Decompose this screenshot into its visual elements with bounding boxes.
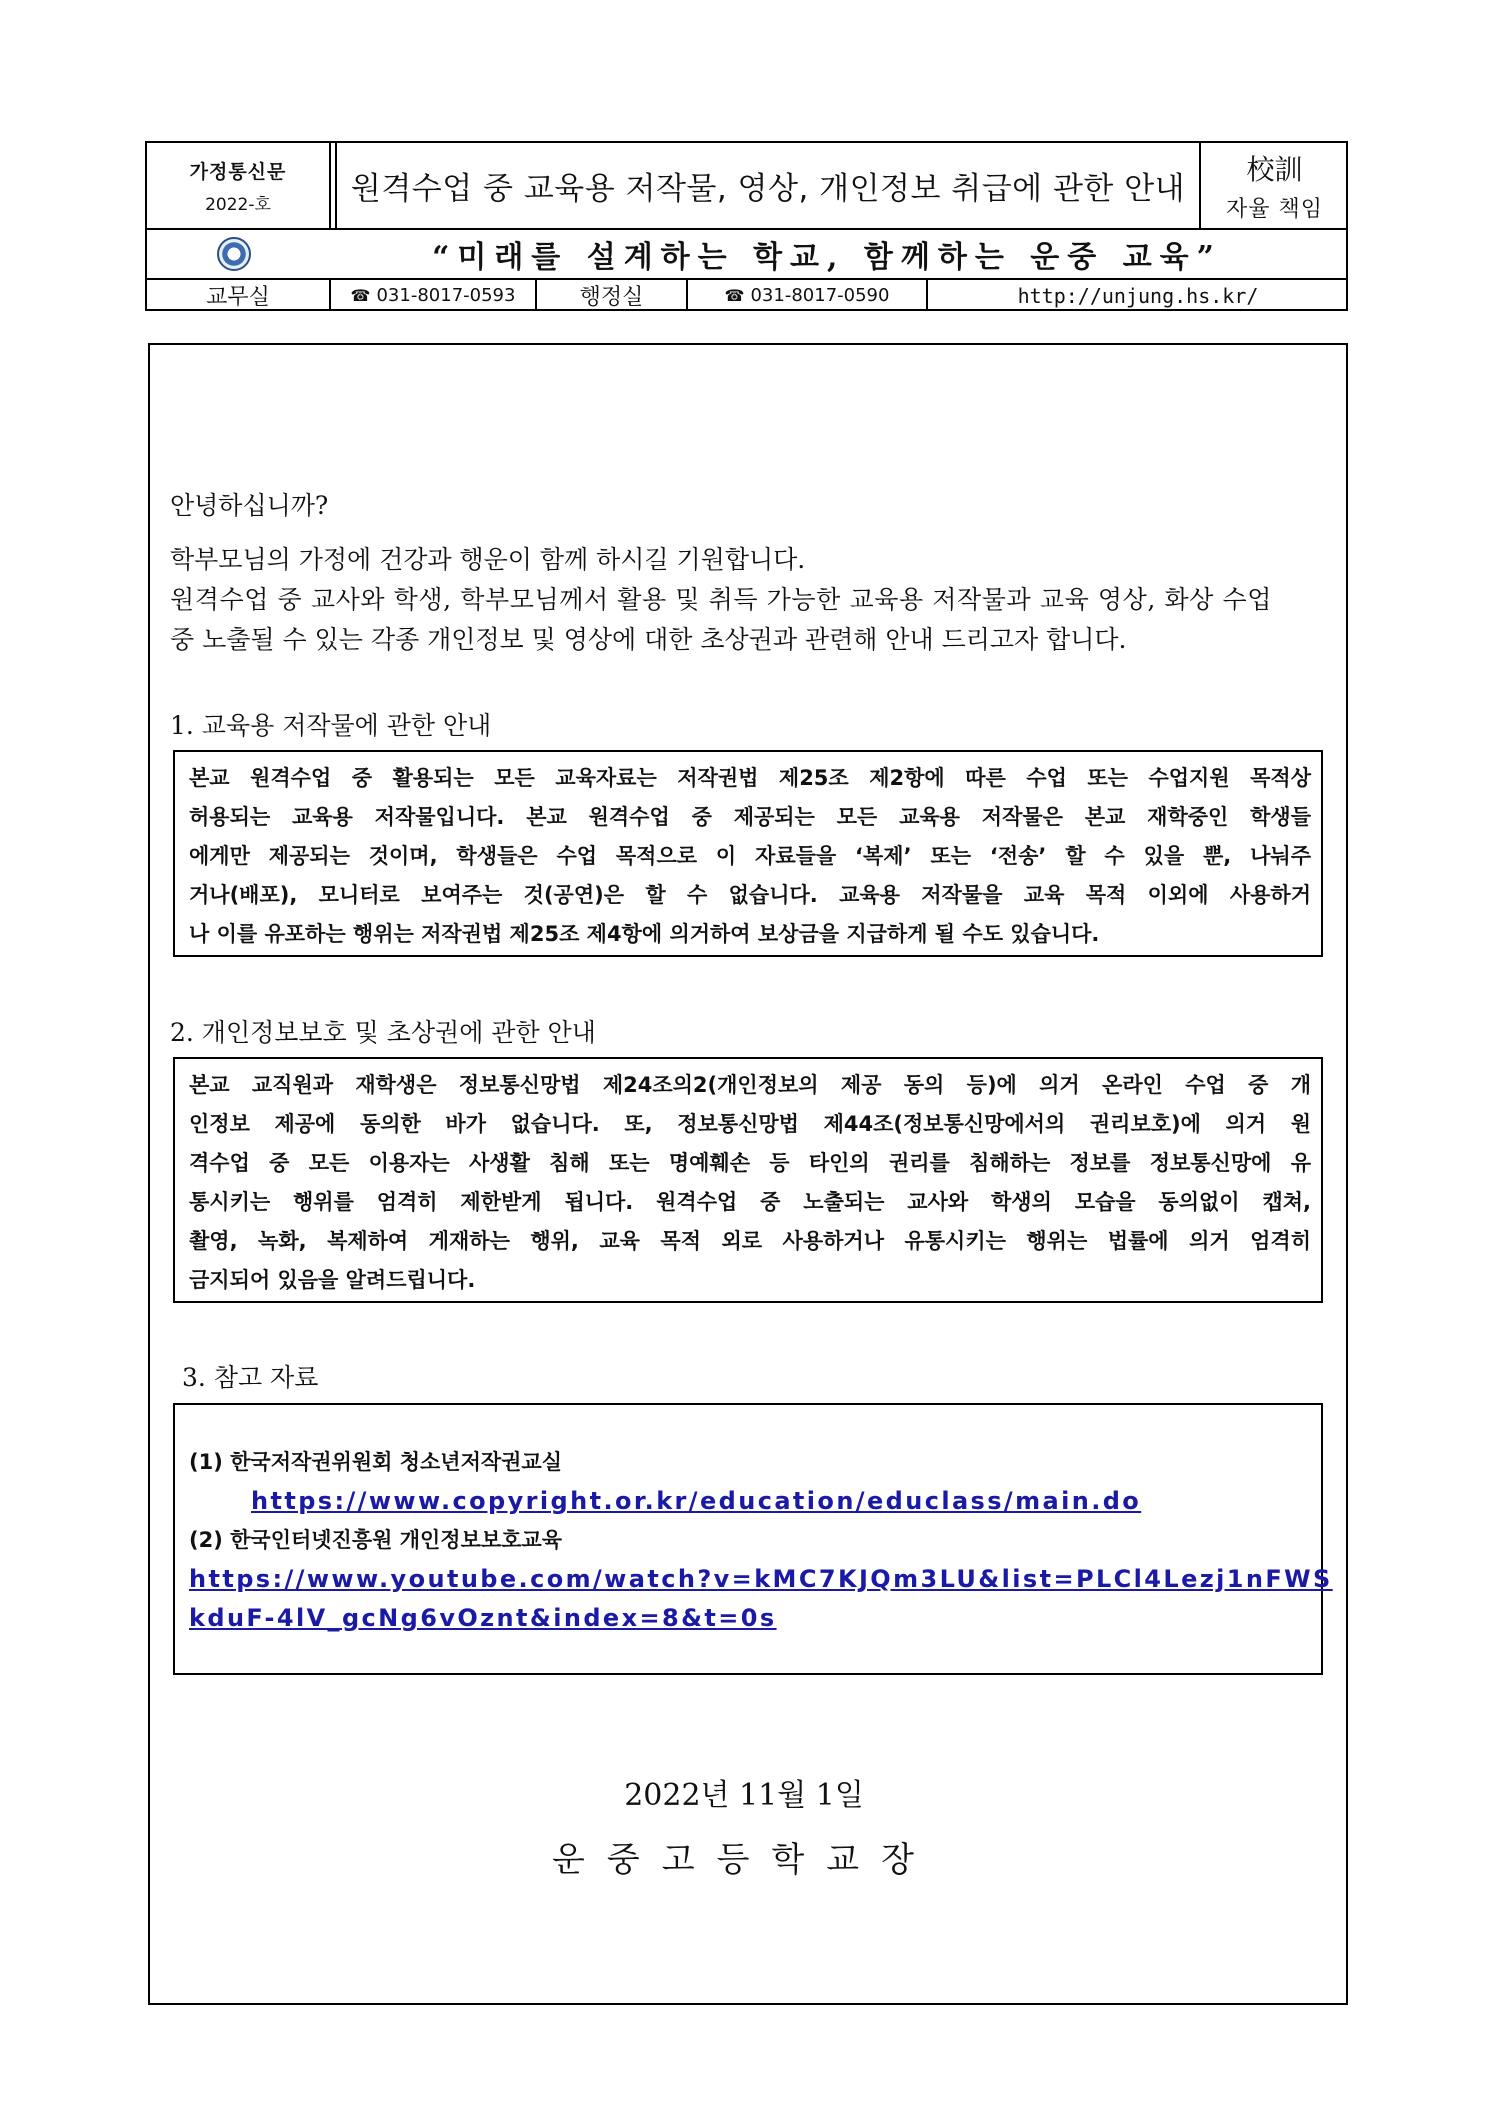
office1-label: 교무실 <box>147 280 331 311</box>
intro-line: 원격수업 중 교사와 학생, 학부모님께서 활용 및 취득 가능한 교육용 저작물과 교육 영상, 화상 수업 <box>170 585 1273 614</box>
notice-line: 촬영, 녹화, 복제하여 게재하는 행위, 교육 목적 외로 사용하거나 유통시키는 행위는 법률에 의거 엄격히 <box>189 1229 1311 1253</box>
motto-hanja: 校訓 <box>1246 153 1303 186</box>
newsletter-name: 가정통신문 <box>189 160 287 183</box>
school-emblem-icon <box>217 237 251 271</box>
copyright-notice-box <box>173 750 1323 957</box>
issue-date: 2022년 11월 1일 <box>624 1778 864 1813</box>
office2-phone: 031-8017-0590 <box>750 285 890 306</box>
intro-line: 학부모님의 가정에 건강과 행운이 함께 하시길 기원합니다. <box>170 545 806 574</box>
school-motto-cell <box>1201 143 1348 228</box>
principal-signature-line: 운중고등학교장 <box>552 1840 936 1880</box>
header-slogan-row <box>147 230 1346 280</box>
school-slogan: “미래를 설계하는 학교, 함께하는 운중 교육” <box>432 240 1222 275</box>
notice-line: 허용되는 교육용 저작물입니다. 본교 원격수업 중 제공되는 모든 교육용 저작물은 본교 재학중인 학생들 <box>189 805 1311 829</box>
references-box <box>173 1403 1333 1675</box>
newsletter-issue: 2022-호 <box>205 194 271 215</box>
notice-line: 나 이를 유포하는 행위는 저작권법 제25조 제4항에 의거하여 보상금을 지급하게 될 수도 있습니다. <box>189 922 1100 946</box>
copyright-education-link[interactable]: https://www.copyright.or.kr/education/educlass/main.do <box>251 1487 1142 1515</box>
privacy-notice-box <box>173 1057 1323 1303</box>
notice-line: 본교 원격수업 중 활용되는 모든 교육자료는 저작권법 제25조 제2항에 따른 수업 또는 수업지원 목적상 <box>189 766 1311 790</box>
newsletter-label-cell <box>147 143 331 228</box>
school-motto: 자율 책임 <box>1225 197 1323 222</box>
document-title: 원격수업 중 교육용 저작물, 영상, 개인정보 취급에 관한 안내 <box>350 171 1186 207</box>
greeting: 안녕하십니까? <box>170 491 329 520</box>
reference-title: (2) 한국인터넷진흥원 개인정보보호교육 <box>189 1528 563 1552</box>
notice-line: 통시키는 행위를 엄격히 제한받게 됩니다. 원격수업 중 노출되는 교사와 학생의 모습을 동의없이 캡쳐, <box>189 1190 1311 1214</box>
privacy-video-link[interactable]: https://www.youtube.com/watch?v=kMC7KJQm3LU&list=PLCl4Lezj1nFWS <box>189 1565 1333 1593</box>
header-contact-row <box>147 280 1346 311</box>
office1-phone: 031-8017-0593 <box>376 285 516 306</box>
newsletter-header <box>145 141 1348 311</box>
document-title-cell <box>337 143 1201 228</box>
notice-line: 본교 교직원과 재학생은 정보통신망법 제24조의2(개인정보의 제공 동의 등)에 의거 온라인 수업 중 개 <box>189 1073 1311 1097</box>
notice-line: 에게만 제공되는 것이며, 학생들은 수업 목적으로 이 자료들을 ‘복제’ 또는 ‘전송’ 할 수 있을 뿐, 나눠주 <box>189 844 1311 868</box>
notice-line: 인정보 제공에 동의한 바가 없습니다. 또, 정보통신망법 제44조(정보통신망에서의 권리보호)에 의거 원 <box>189 1112 1311 1136</box>
reference-title: (1) 한국저작권위원회 청소년저작권교실 <box>189 1450 563 1474</box>
phone-icon: ☎ <box>724 286 745 305</box>
section-heading-references: 3. 참고 자료 <box>182 1363 319 1392</box>
header-title-row <box>147 143 1346 230</box>
notice-line: 금지되어 있음을 알려드립니다. <box>189 1268 476 1292</box>
privacy-video-link-continued[interactable]: kduF-4lV_gcNg6vOznt&index=8&t=0s <box>189 1604 777 1632</box>
office2-phone-cell <box>688 280 928 311</box>
office2-label: 행정실 <box>537 280 688 311</box>
section-heading-copyright: 1. 교육용 저작물에 관한 안내 <box>170 711 492 740</box>
notice-line: 격수업 중 모든 이용자는 사생활 침해 또는 명예훼손 등 타인의 권리를 침해하는 정보를 정보통신망에 유 <box>189 1151 1311 1175</box>
section-heading-privacy: 2. 개인정보보호 및 초상권에 관한 안내 <box>170 1018 596 1047</box>
notice-line: 거나(배포), 모니터로 보여주는 것(공연)은 할 수 없습니다. 교육용 저작물을 교육 목적 이외에 사용하거 <box>189 883 1311 907</box>
intro-line: 중 노출될 수 있는 각종 개인정보 및 영상에 대한 초상권과 관련해 안내 드리고자 합니다. <box>170 625 1127 654</box>
office1-phone-cell <box>331 280 537 311</box>
phone-icon: ☎ <box>350 286 371 305</box>
school-website-link[interactable]: http://unjung.hs.kr/ <box>1017 283 1259 308</box>
